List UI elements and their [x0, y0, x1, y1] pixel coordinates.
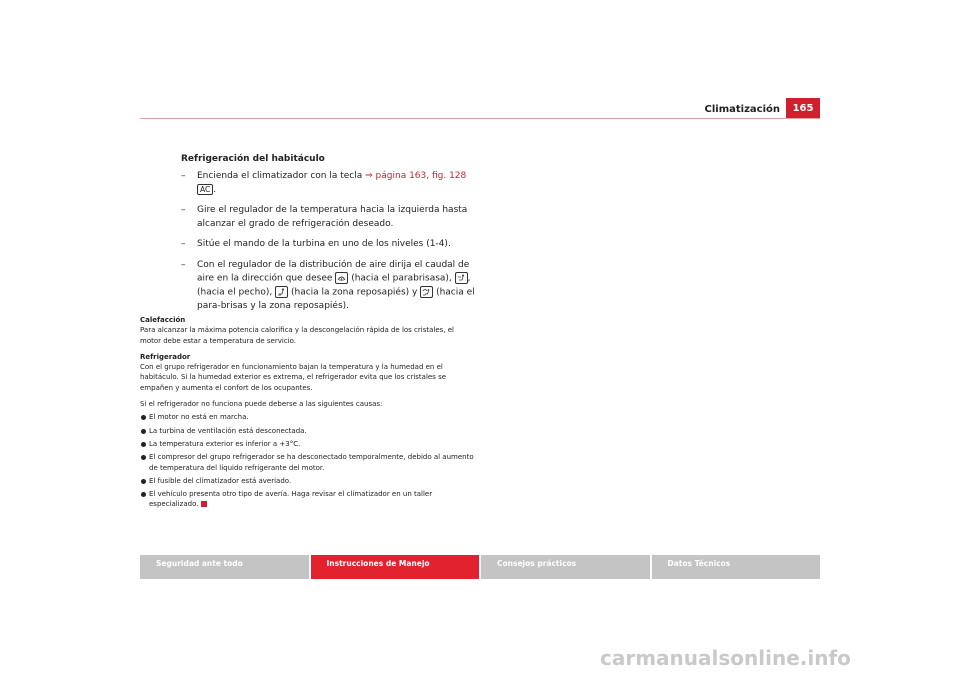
cause-item: El compresor del grupo refrigerador se ha desconectado temporalmente, debido al aumento de temperatura del líquido refrigerante del motor. [140, 452, 475, 473]
windshield-airflow-icon [335, 272, 348, 284]
step-4 [181, 259, 481, 314]
page-number: 165 [786, 98, 820, 118]
footer-nav [140, 555, 820, 579]
step-3 [181, 238, 481, 252]
step-dash: – [181, 239, 186, 249]
step-4-text-c: , (hacia el pecho), [197, 273, 471, 298]
cause-item: El motor no está en marcha. [140, 412, 475, 422]
ac-key-icon: AC [197, 184, 213, 195]
refrigerador-text: Con el grupo refrigerador en funcionamiento bajan la temperatura y la humedad en el habitáculo. Si la humedad exterior es extrema, el refrigerador evita que los cristales se empañen y aumenta el confort de los ocupantes. [140, 363, 447, 392]
section-end-icon [201, 501, 207, 507]
step-1-end: . [213, 184, 217, 195]
step-4-text-e: (hacia el para-brisas y la zona reposapiés). [197, 287, 475, 311]
step-2 [181, 204, 481, 231]
cause-item: La temperatura exterior es inferior a +3°C. [140, 439, 475, 449]
page-reference-link[interactable]: ⇒ página 163, fig. 128 [365, 171, 467, 181]
step-3-text: Sitúe el mando de la turbina en uno de los niveles (1-4). [197, 239, 451, 249]
cause-item-text: El vehículo presenta otro tipo de avería. Haga revisar el climatizador en un taller especializado. [149, 490, 433, 509]
instruction-steps [181, 170, 481, 321]
cause-item: El fusible del climatizador está averiado. [140, 476, 475, 486]
cause-item: La turbina de ventilación está desconectada. [140, 426, 475, 436]
step-dash: – [181, 259, 186, 270]
cause-item-last [140, 489, 475, 510]
tab-consejos[interactable]: Consejos prácticos [481, 555, 650, 579]
causes-intro: Si el refrigerador no funciona puede deberse a las siguientes causas: [140, 400, 383, 409]
windshield-footwell-airflow-icon [420, 286, 433, 298]
header-divider [140, 118, 820, 119]
info-section [140, 315, 475, 513]
step-2-text: Gire el regulador de la temperatura hacia la izquierda hasta alcanzar el grado de refrigeración deseado. [197, 205, 468, 229]
step-4-text-d: (hacia la zona reposapiés) y [290, 287, 418, 298]
refrigerador-heading: Refrigerador [140, 352, 191, 361]
chest-airflow-icon [455, 272, 468, 284]
tab-seguridad[interactable]: Seguridad ante todo [140, 555, 309, 579]
step-4-text-b: (hacia el parabrisasa), [351, 273, 452, 284]
step-1-text: Encienda el climatizador con la tecla [197, 171, 363, 181]
step-4-text-a: Con el regulador de la distribución de aire dirija el caudal de aire en la dirección que desee [197, 259, 470, 284]
calefaccion-text: Para alcanzar la máxima potencia calorífica y la descongelación rápida de los cristales, el motor debe estar a temperatura de servicio. [140, 326, 454, 345]
page-header-title: Climatización [704, 104, 780, 115]
tab-datos[interactable]: Datos Técnicos [652, 555, 821, 579]
tab-instrucciones[interactable]: Instrucciones de Manejo [311, 555, 480, 579]
watermark: carmanualsonline.info [600, 646, 851, 670]
calefaccion-heading: Calefacción [140, 316, 186, 324]
footwell-airflow-icon [275, 286, 288, 298]
section-title: Refrigeración del habitáculo [181, 154, 325, 164]
step-dash: – [181, 171, 186, 181]
step-dash: – [181, 205, 186, 215]
step-1 [181, 170, 481, 197]
